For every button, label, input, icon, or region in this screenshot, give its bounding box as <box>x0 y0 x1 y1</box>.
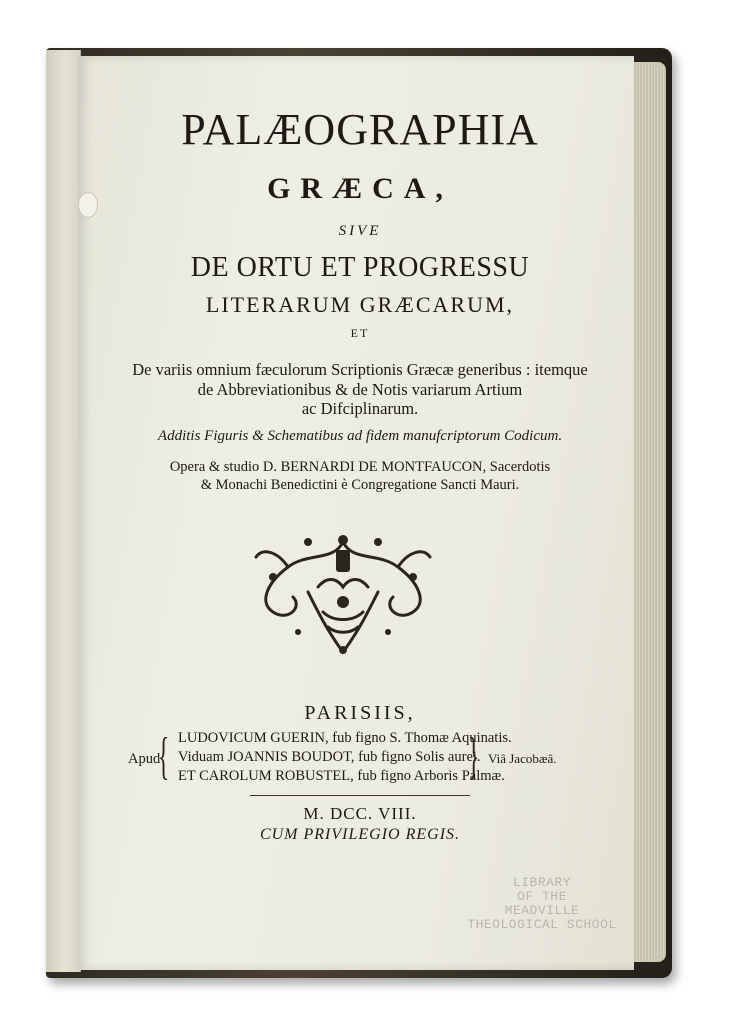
author-line: & Monachi Benedictini è Congregatione Sancti Mauri. <box>200 477 520 493</box>
et-line: ET <box>350 326 370 340</box>
subject-line-1: DE ORTU ET PROGRESSU <box>190 252 530 283</box>
description-line: De variis omnium fæculorum Scriptionis Græcæ generibus : itemque <box>132 360 588 379</box>
book-subtitle: GRÆCA, <box>267 172 453 205</box>
right-brace: } <box>468 728 480 785</box>
divider-rule <box>250 795 470 796</box>
author-line: Opera & studio D. BERNARDI DE MONTFAUCON, Sacerdotis <box>169 459 551 475</box>
stamp-line: LIBRARY <box>512 875 572 890</box>
subject-line-2: LITERARUM GRÆCARUM, <box>205 292 515 317</box>
description-line: ac Difciplinarum. <box>301 399 419 418</box>
printers-list <box>178 729 512 786</box>
stamp-line: THEOLOGICAL SCHOOL <box>467 917 617 932</box>
description-line: de Abbreviationibus & de Notis variarum Artium <box>197 380 523 399</box>
imprint-block <box>128 729 568 789</box>
page-edges <box>630 62 666 962</box>
printer-line: Viduam JOANNIS BOUDOT, fub figno Solis aurei. <box>178 749 481 765</box>
privilege-line: CUM PRIVILEGIO REGIS. <box>259 826 461 843</box>
publication-year: M. DCC. VIII. <box>303 804 417 823</box>
book-title: PALÆOGRAPHIA <box>181 105 539 154</box>
printers-ornament <box>248 532 438 658</box>
street-label: Viâ Jacobæâ. <box>488 751 557 766</box>
printer-line: LUDOVICUM GUERIN, fub figno S. Thomæ Aquinatis. <box>178 730 512 746</box>
additis-line: Additis Figuris & Schematibus ad fidem manufcriptorum Codicum. <box>157 428 563 444</box>
printer-line: ET CAROLUM ROBUSTEL, fub figno Arboris Palmæ. <box>178 768 505 784</box>
sive-line: SIVE <box>338 223 382 239</box>
place-of-publication: PARISIIS, <box>304 702 416 724</box>
stamp-line: MEADVILLE <box>504 903 580 918</box>
apud-label: Apud <box>128 751 161 767</box>
left-page-edge <box>46 50 81 972</box>
library-stamp <box>452 876 632 932</box>
stamp-line: OF THE <box>517 889 567 904</box>
left-brace: { <box>158 728 170 785</box>
